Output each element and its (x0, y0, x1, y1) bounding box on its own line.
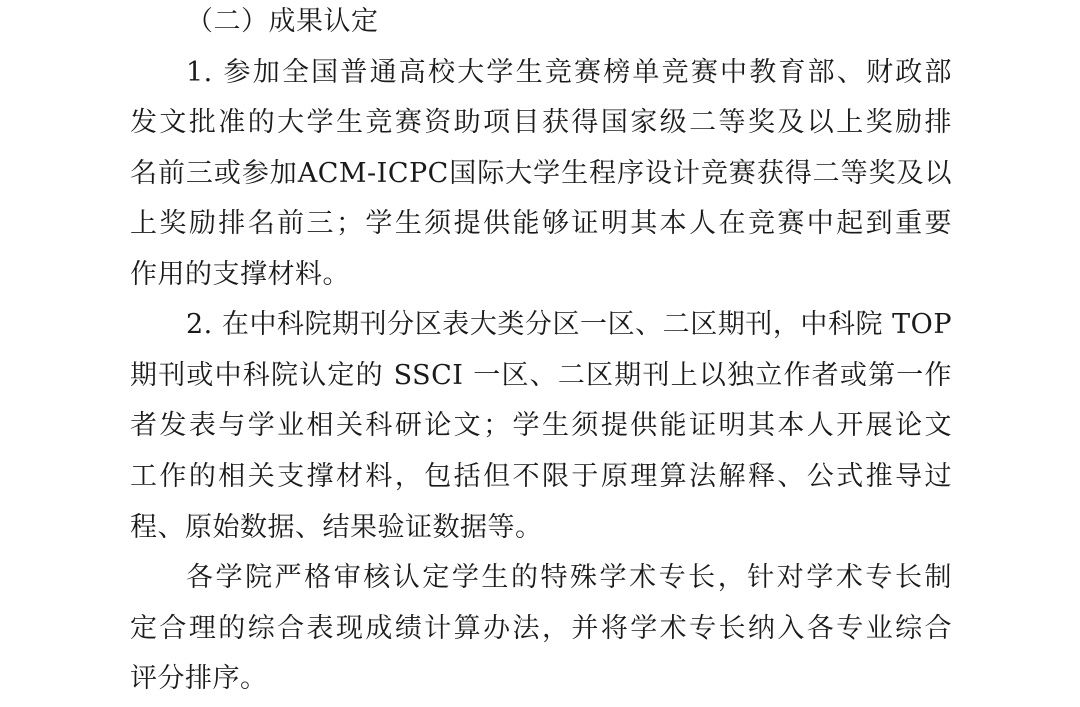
paragraph-3-line-1: 各学院严格审核认定学生的特殊学术专长，针对学术专长制 (186, 562, 952, 593)
paragraph-2-line-4: 工作的相关支撑材料，包括但不限于原理算法解释、公式推导过 (130, 461, 952, 492)
section-heading: （二）成果认定 (186, 6, 379, 37)
paragraph-2-line-5: 程、原始数据、结果验证数据等。 (130, 512, 543, 543)
paragraph-2-line-3: 者发表与学业相关科研论文；学生须提供能证明其本人开展论文 (130, 410, 952, 441)
paragraph-3-line-2: 定合理的综合表现成绩计算办法，并将学术专长纳入各专业综合 (130, 613, 952, 644)
paragraph-1-line-5: 作用的支撑材料。 (130, 259, 350, 290)
paragraph-2-line-1: 2. 在中科院期刊分区表大类分区一区、二区期刊，中科院 TOP (186, 309, 952, 340)
paragraph-1-line-1: 1. 参加全国普通高校大学生竞赛榜单竞赛中教育部、财政部 (186, 57, 952, 88)
paragraph-3-line-3: 评分排序。 (130, 663, 268, 694)
paragraph-1-line-4: 上奖励排名前三；学生须提供能够证明其本人在竞赛中起到重要 (130, 208, 952, 239)
paragraph-1-line-2: 发文批准的大学生竞赛资助项目获得国家级二等奖及以上奖励排 (130, 107, 952, 138)
paragraph-2-line-2: 期刊或中科院认定的 SSCI 一区、二区期刊上以独立作者或第一作 (130, 360, 952, 391)
paragraph-1-line-3: 名前三或参加ACM-ICPC国际大学生程序设计竞赛获得二等奖及以 (130, 158, 952, 189)
